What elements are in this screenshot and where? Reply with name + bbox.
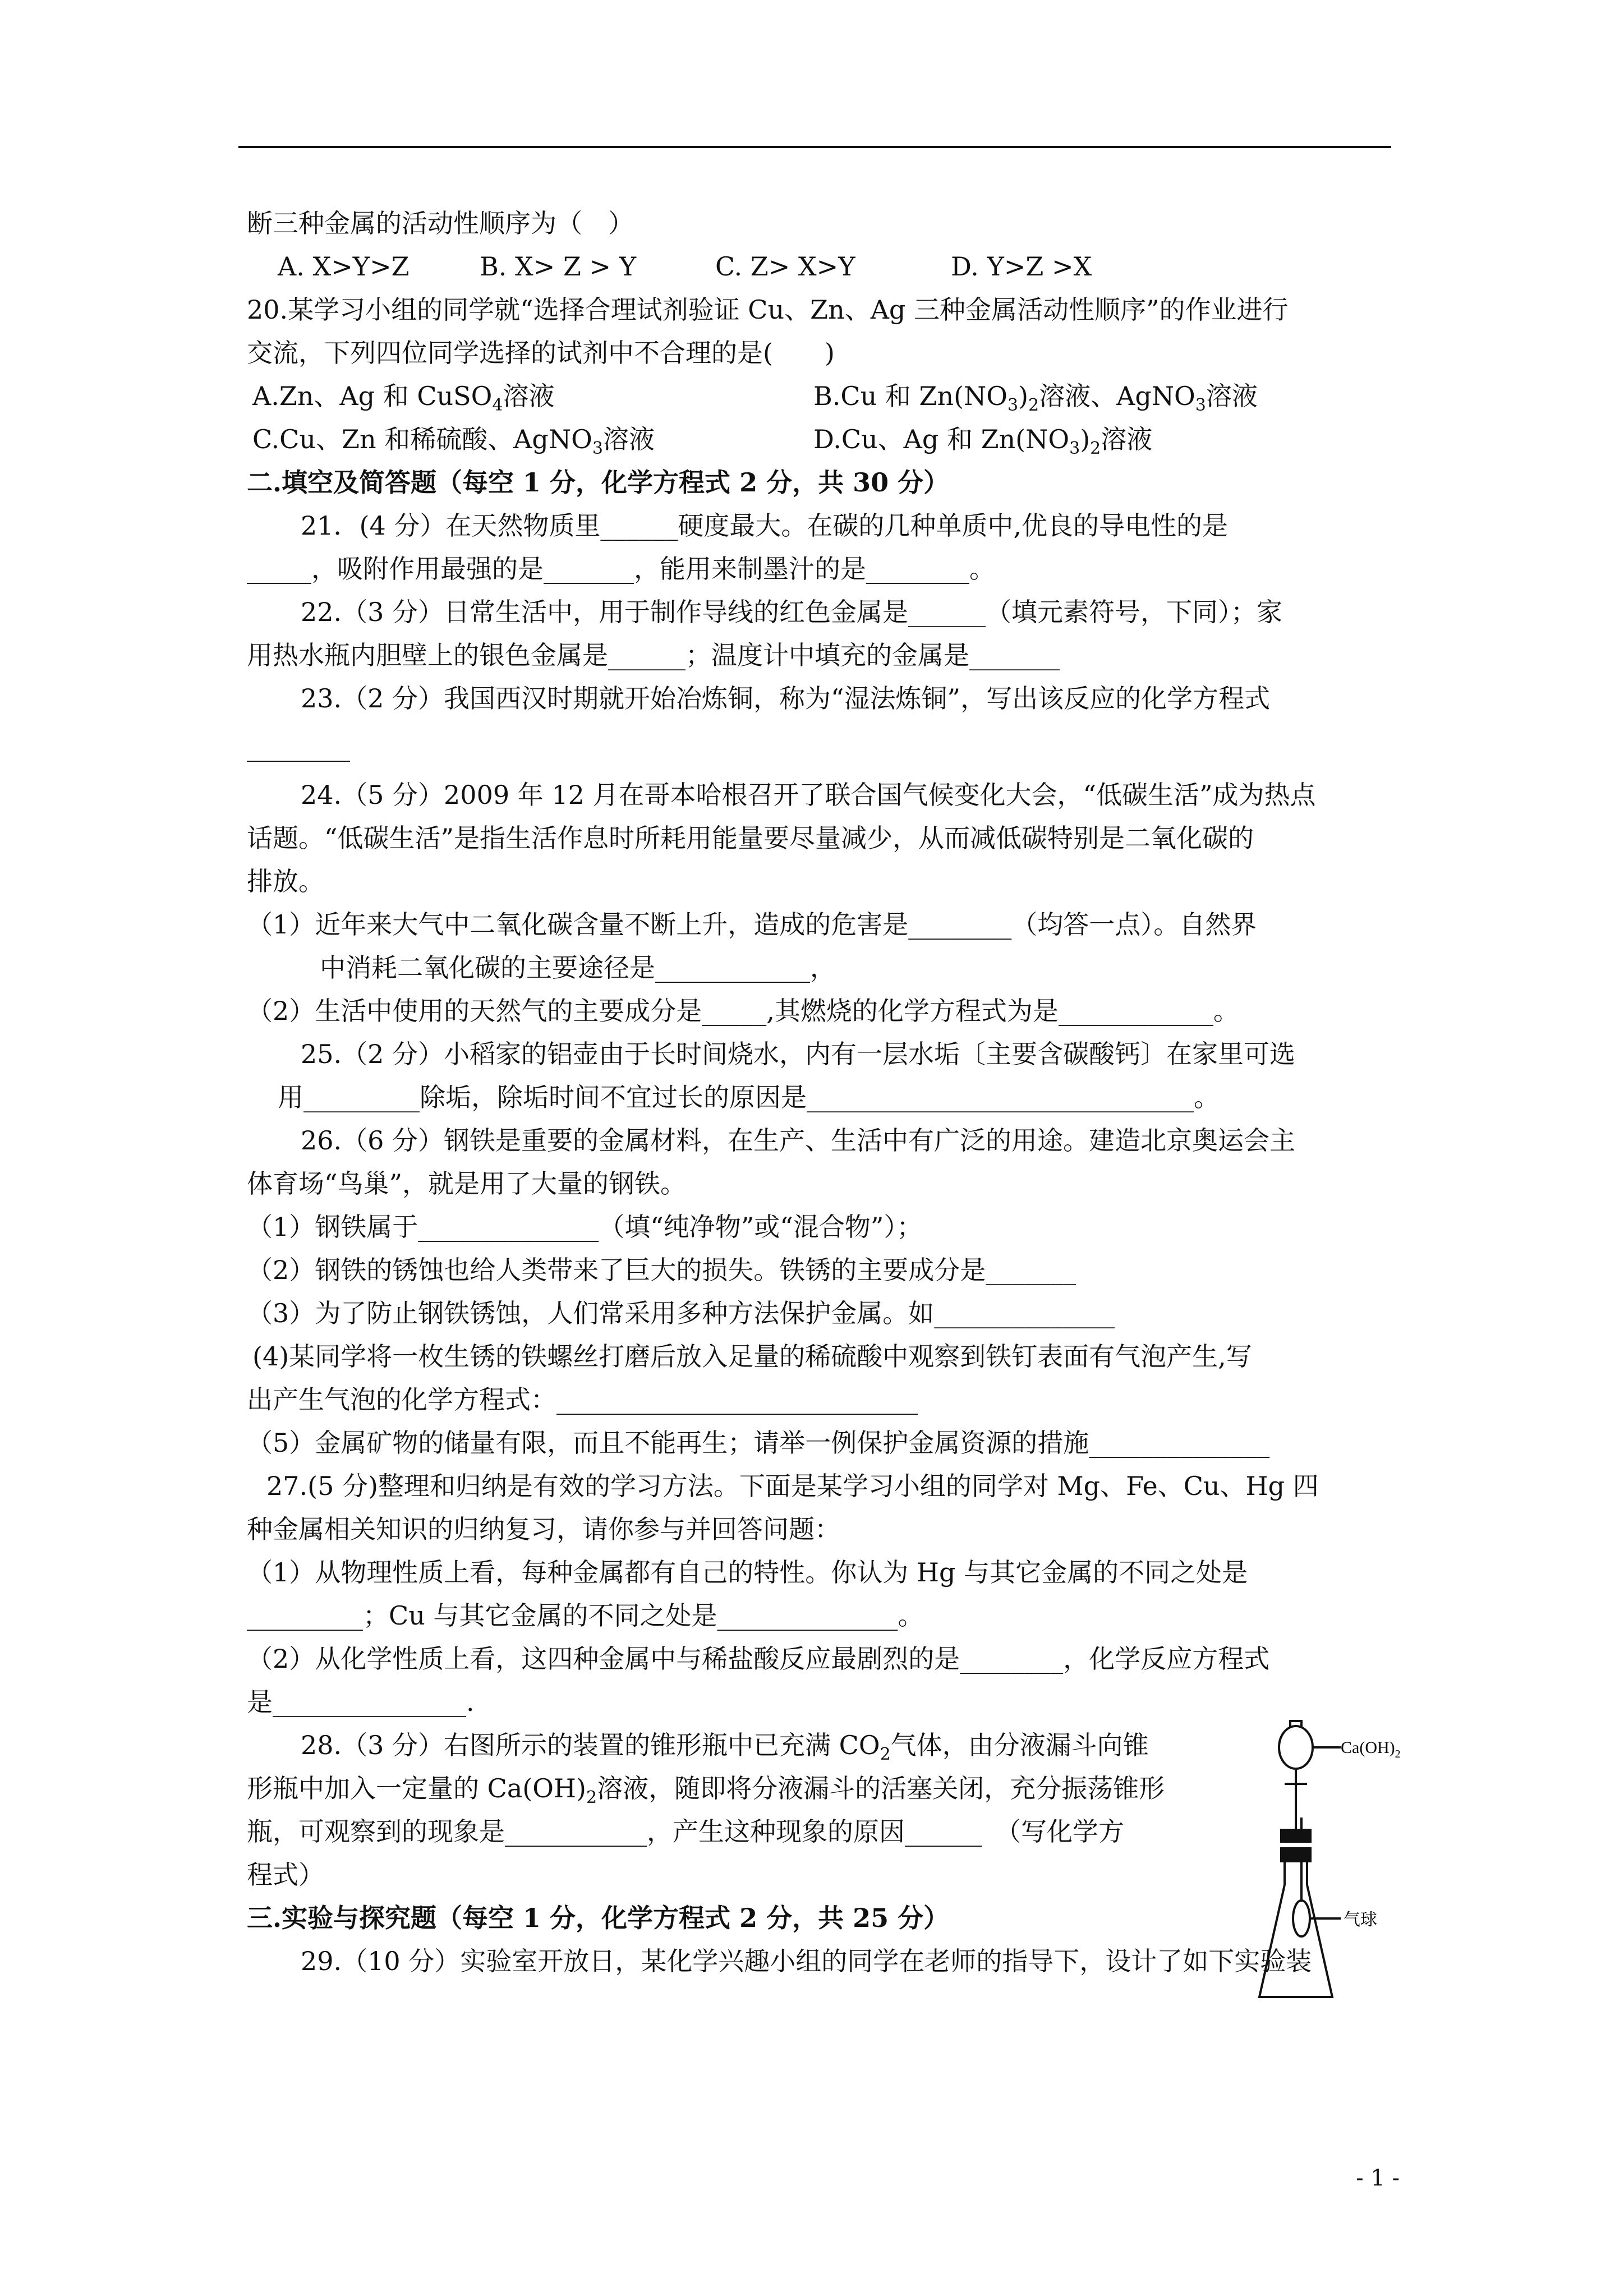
- q25-line-2: 用_________除垢，除垢时间不宜过长的原因是______________________________。: [278, 1082, 1220, 1112]
- flask-apparatus-figure: [1257, 1717, 1414, 2008]
- q23-line-1: 23.（2 分）我国西汉时期就开始冶炼铜，称为“湿法炼铜”，写出该反应的化学方程式: [301, 683, 1271, 714]
- page-number: - 1 -: [1356, 2165, 1400, 2191]
- exam-page-content: [247, 202, 1394, 1983]
- q24-line-2: 话题。“低碳生活”是指生活作息时所耗用能量要尽量减少，从而减低碳特别是二氧化碳的: [247, 823, 1254, 853]
- q22-line-2: 用热水瓶内胆壁上的银色金属是______；温度计中填充的金属是_______: [247, 640, 1060, 670]
- q19-option-a: A. X>Y>Z: [278, 251, 410, 282]
- q19-option-b: B. X> Z > Y: [480, 251, 637, 282]
- q24-part-1-cont: 中消耗二氧化碳的主要途径是____________，: [320, 953, 836, 983]
- q24-line-1: 24.（5 分）2009 年 12 月在哥本哈根召开了联合国气候变化大会，“低碳生活”成为热点: [301, 780, 1316, 810]
- q29-line-1: 29.（10 分）实验室开放日，某化学兴趣小组的同学在老师的指导下，设计了如下实验装: [301, 1946, 1312, 1976]
- balloon-label: 气球: [1344, 1910, 1377, 1930]
- q26-line-2: 体育场“鸟巢”，就是用了大量的钢铁。: [247, 1168, 687, 1199]
- q26-part-1: （1）钢铁属于______________（填“纯净物”或“混合物”）；: [247, 1212, 923, 1242]
- q21-line-1: 21．(4 分）在天然物质里______硬度最大。在碳的几种单质中,优良的导电性的是: [301, 510, 1228, 541]
- q24-part-1: （1）近年来大气中二氧化碳含量不断上升，造成的危害是________（均答一点）。自然界: [247, 909, 1257, 940]
- q26-part-2: （2）钢铁的锈蚀也给人类带来了巨大的损失。铁锈的主要成分是_______: [247, 1255, 1076, 1285]
- q24-line-3: 排放。: [247, 866, 324, 896]
- section-3-heading: 三.实验与探究题（每空 1 分，化学方程式 2 分，共 25 分）: [247, 1903, 950, 1933]
- q28-line-1: 28.（3 分）右图所示的装置的锥形瓶中已充满 $CO_2$气体，由分液漏斗向锥: [301, 1730, 1149, 1764]
- q24-part-2: （2）生活中使用的天然气的主要成分是_____,其燃烧的化学方程式为是____________。: [247, 996, 1239, 1026]
- q27-part-1-cont: _________；Cu 与其它金属的不同之处是______________。: [247, 1600, 924, 1631]
- stopper-gap: [1280, 1843, 1312, 1847]
- q27-part-1: （1）从物理性质上看，每种金属都有自己的特性。你认为 Hg 与其它金属的不同之处是: [247, 1557, 1248, 1588]
- q26-part-3: （3）为了防止钢铁锈蚀，人们常采用多种方法保护金属。如______________: [247, 1298, 1115, 1328]
- q27-part-2-cont: 是_______________.: [247, 1687, 475, 1717]
- q20-option-b: B.Cu 和 Zn(NO3)2溶液、AgNO3溶液: [813, 381, 1258, 415]
- q26-part-4-cont: 出产生气泡的化学方程式：____________________________: [247, 1384, 918, 1415]
- q23-answer-blank: ________: [247, 731, 350, 762]
- q20-option-d: D.Cu、Ag 和 Zn(NO3)2溶液: [813, 424, 1153, 458]
- q28-line-4: 程式）: [247, 1860, 324, 1890]
- flask-body: [1259, 1885, 1332, 1997]
- q27-line-2: 种金属相关知识的归纳复习，请你参与并回答问题：: [247, 1514, 840, 1544]
- q28-line-2: 形瓶中加入一定量的 $Ca(OH)_2$溶液，随即将分液漏斗的活塞关闭，充分振荡锥形: [247, 1773, 1165, 1807]
- q25-line-1: 25.（2 分）小稻家的铝壶由于长时间烧水，内有一层水垢〔主要含碳酸钙〕在家里可选: [301, 1039, 1296, 1069]
- q22-line-1: 22.（3 分）日常生活中，用于制作导线的红色金属是______（填元素符号，下同）；家: [301, 597, 1283, 627]
- funnel-bulb: [1279, 1726, 1313, 1769]
- balloon: [1293, 1901, 1310, 1936]
- q20-option-a: A.Zn、Ag 和 CuSO4溶液: [252, 381, 555, 415]
- q28-line-3: 瓶，可观察到的现象是___________，产生这种现象的原因______ （写化学方: [247, 1816, 1124, 1847]
- q20-line-1: 20.某学习小组的同学就“选择合理试剂验证 Cu、Zn、Ag 三种金属活动性顺序”的作业进行: [247, 295, 1289, 325]
- q20-options-ab: [247, 375, 1394, 418]
- section-2-heading: 二.填空及简答题（每空 1 分，化学方程式 2 分，共 30 分）: [247, 467, 950, 498]
- q19-option-d: D. Y>Z >X: [951, 251, 1092, 282]
- q20-option-c: C.Cu、Zn 和稀硫酸、AgNO3溶液: [252, 424, 655, 458]
- q26-line-1: 26.（6 分）钢铁是重要的金属材料，在生产、生活中有广泛的用途。建造北京奥运会主: [301, 1125, 1296, 1156]
- q20-line-2: 交流，下列四位同学选择的试剂中不合理的是( ): [247, 338, 835, 368]
- q26-part-5: （5）金属矿物的储量有限，而且不能再生；请举一例保护金属资源的措施______________: [247, 1428, 1270, 1458]
- calcium-hydroxide-label: $Ca(OH)_2$: [1341, 1738, 1401, 1760]
- q27-part-2: （2）从化学性质上看，这四种金属中与稀盐酸反应最剧烈的是________，化学反应方程式: [247, 1644, 1270, 1674]
- header-rule: [238, 146, 1391, 148]
- q19-continuation: 断三种金属的活动性顺序为（ ）: [247, 208, 634, 238]
- q19-options: [247, 245, 1394, 288]
- q20-options-cd: [247, 418, 1394, 461]
- q21-line-2: _____，吸附作用最强的是_______，能用来制墨汁的是________。: [247, 554, 995, 584]
- q19-option-c: C. Z> X>Y: [715, 251, 855, 282]
- q26-part-4: (4)某同学将一枚生锈的铁螺丝打磨后放入足量的稀硫酸中观察到铁钉表面有气泡产生,写: [252, 1341, 1252, 1372]
- q27-line-1: 27.(5 分)整理和归纳是有效的学习方法。下面是某学习小组的同学对 Mg、Fe、Cu、Hg 四: [266, 1471, 1319, 1501]
